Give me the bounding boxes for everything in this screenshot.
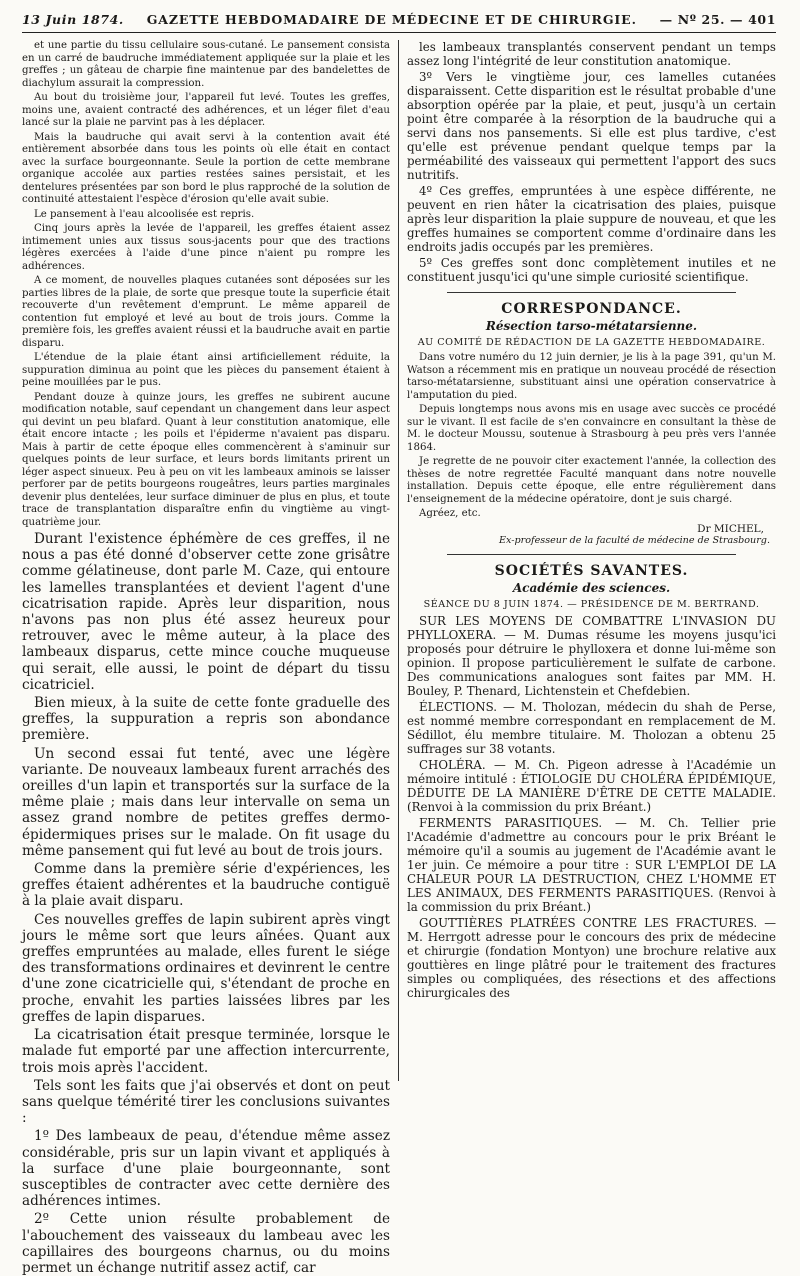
paragraph: Au bout du troisième jour, l'appareil fut levé. Toutes les greffes, moins une, avaient contracté des adhérences, et un léger filet d'eau lancé sur la plaie ne parvint pas à les déplacer. bbox=[22, 92, 390, 128]
paragraph: FERMENTS PARASITIQUES. — M. Ch. Tellier prie l'Académie d'admettre au concours pour le prix Bréant le mémoire qu'il a soumis au jugement de l'Académie avant le 1er juin. Ce mémoire a pour titre : SUR L'EMPLOI DE LA CHALEUR POUR LA DESTRUCTION, CHEZ L'HOMME ET LES ANIMAUX, DES FERMENTS PARASITIQUES. (Renvoi à la commission du prix Bréant.) bbox=[407, 815, 776, 914]
correspondance-title: CORRESPONDANCE. bbox=[501, 301, 682, 317]
left-column bbox=[22, 40, 399, 1276]
correspondance-subtitle: Résection tarso-métatarsienne. bbox=[485, 319, 698, 333]
left-large-text bbox=[22, 531, 390, 1276]
right-column bbox=[399, 40, 776, 1081]
paragraph: Le pansement à l'eau alcoolisée est repris. bbox=[34, 208, 255, 220]
paragraph: 4º Ces greffes, empruntées à une espèce différente, ne peuvent en rien hâter la cicatrisation des plaies, puisque après leur disparition la plaie suppure de nouveau, et que les greffes humaines se comportent comme d'ordinaire dans les endroits jadis occupés par les premières. bbox=[407, 184, 776, 254]
paragraph: Tels sont les faits que j'ai observés et dont on peut sans quelque témérité tirer les conclusions suivantes : bbox=[22, 1077, 390, 1127]
page-header bbox=[22, 6, 776, 33]
paragraph: Ces nouvelles greffes de lapin subirent après vingt jours le même sort que leurs aînées. Quant aux greffes empruntées au malade, elles furent le siége des transformations ordinaires et devinrent le centre d'une zone cicatricielle qui, s'étendant de proche en proche, envahit les parties laissées libres par les greffes de lapin disparues. bbox=[22, 911, 390, 1025]
paragraph: Comme dans la première série d'expériences, les greffes étaient adhérentes et la baudruche contiguë à la plaie avait disparu. bbox=[22, 861, 390, 910]
divider bbox=[447, 292, 736, 293]
session-line: SÉANCE DU 8 JUIN 1874. — PRÉSIDENCE DE M. BERTRAND. bbox=[423, 598, 760, 610]
paragraph: ÉLECTIONS. — M. Tholozan, médecin du shah de Perse, est nommé membre correspondant en remplacement de M. Sédillot, élu membre titulaire. M. Tholozan a obtenu 25 suffrages sur 38 votants. bbox=[407, 699, 776, 756]
divider bbox=[447, 554, 736, 555]
paragraph: 5º Ces greffes sont donc complètement inutiles et ne constituent jusqu'ici qu'une simple curiosité scientifique. bbox=[407, 256, 776, 284]
paragraph: Depuis longtemps nous avons mis en usage avec succès ce procédé sur le vivant. Il est facile de s'en convaincre en consultant la thèse de M. le docteur Moussu, soutenue à Strasbourg à peu près vers l'année 1864. bbox=[407, 404, 776, 453]
paragraph: A ce moment, de nouvelles plaques cutanées sont déposées sur les parties libres de la plaie, de sorte que presque toute la superficie était recouverte d'un revêtement d'emprunt. Le même appareil de contention fut employé et levé au bout de trois jours. Comme la première fois, les greffes avaient réussi et la baudruche avait en partie disparu. bbox=[22, 275, 390, 349]
societes-title: SOCIÉTÉS SAVANTES. bbox=[494, 562, 689, 579]
signature: Dr MICHEL, bbox=[697, 522, 764, 535]
paragraph: Dans votre numéro du 12 juin dernier, je lis à la page 391, qu'un M. Watson a récemment mis en pratique un nouveau procédé de résection tarso-métatarsienne, substituant ainsi une opération conservatrice à l'amputation du pied. bbox=[407, 352, 776, 401]
societes-subtitle: Académie des sciences. bbox=[512, 580, 671, 595]
signature-title: Ex-professeur de la faculté de médecine de Strasbourg. bbox=[499, 534, 770, 546]
paragraph: Durant l'existence éphémère de ces greffes, il ne nous a pas été donné d'observer cette zone grisâtre comme gélatineuse, dont parle M. Caze, qui entoure les lamelles transplantées et devient l'agent d'une cicatrisation rapide. Après leur disparition, nous n'avons pas non plus été assez heureux pour retrouver, avec le même auteur, à la place des lambeaux disparus, cette mince couche muqueuse qui serait, elle aussi, le point de départ du tissu cicatriciel. bbox=[22, 531, 390, 693]
paragraph: Bien mieux, à la suite de cette fonte graduelle des greffes, la suppuration a repris son abondance première. bbox=[22, 695, 390, 744]
paragraph: L'étendue de la plaie étant ainsi artificiellement réduite, la suppuration diminua au point que les pièces du pansement étaient à peine mouillées par le pus. bbox=[22, 352, 390, 388]
paragraph: et une partie du tissu cellulaire sous-cutané. Le pansement consista en un carré de baudruche immédiatement appliquée sur la plaie et les greffes ; un gâteau de charpie fine maintenue par des bandelettes de diachylum assurait la compression. bbox=[22, 40, 390, 89]
societes-body bbox=[407, 614, 776, 1000]
right-top-text bbox=[407, 40, 776, 284]
paragraph: Je regrette de ne pouvoir citer exactement l'année, la collection des thèses de notre regrettée Faculté manquant dans notre nouvelle installation. Depuis cette époque, elle entre régulièrement dans l'enseignement de la médecine opératoire, dont je suis chargé. bbox=[407, 456, 776, 505]
paragraph: SUR LES MOYENS DE COMBATTRE L'INVASION DU PHYLLOXERA. — M. Dumas résume les moyens jusqu'ici proposés pour détruire le phylloxera et donne lui-même son opinion. Il propose particulièrement le sulfate de carbone. Des communications analogues sont faites par MM. H. Bouley, P. Thenard, Lichtenstein et Chefdebien. bbox=[407, 613, 776, 698]
paragraph: les lambeaux transplantés conservent pendant un temps assez long l'intégrité de leur constitution anatomique. bbox=[407, 40, 776, 68]
paragraph: 3º Vers le vingtième jour, ces lamelles cutanées disparaissent. Cette disparition est le résultat probable d'une absorption opérée par la plaie, et peut, jusqu'à un certain point être comparée à la résorption de la baudruche qui a servi dans nos pansements. Si elle est plus tardive, c'est qu'elle est prévenue pendant quelque temps par la perméabilité des vaisseaux qui permettent l'apport des sucs nutritifs. bbox=[407, 70, 776, 182]
columns bbox=[22, 40, 776, 1276]
paragraph: 2º Cette union résulte probablement de l'abouchement des vaisseaux du lambeau avec les capillaires des bourgeons charnus, ou du moins permet un échange nutritif assez actif, car bbox=[22, 1211, 390, 1276]
header-issue-page: — Nº 25. — 401 bbox=[659, 11, 776, 27]
correspondance-address: AU COMITÉ DE RÉDACTION DE LA GAZETTE HEBDOMADAIRE. bbox=[417, 337, 766, 348]
correspondance-body bbox=[407, 352, 776, 521]
paragraph: Mais la baudruche qui avait servi à la contention avait été entièrement absorbée dans tous les points où elle était en contact avec la surface bourgeonnante. Seule la portion de cette membrane organique accolée aux parties restées saines persistait, et les dentelures présentées par son bord le plus rapproché de la solution de continuité attestaient l'espèce d'érosion qu'elle avait subie. bbox=[22, 131, 390, 205]
header-date: 13 Juin 1874. bbox=[22, 11, 124, 27]
paragraph: Un second essai fut tenté, avec une légère variante. De nouveaux lambeaux furent arrachés des oreilles d'un lapin et transportés sur la surface de la même plaie ; mais dans leur intervalle on sema un assez grand nombre de petites greffes dermo-épidermiques prises sur le malade. On fit usage du même pansement qui fut levé au bout de trois jours. bbox=[22, 745, 390, 859]
paragraph: GOUTTIÈRES PLATRÉES CONTRE LES FRACTURES. — M. Herrgott adresse pour le concours des prix de médecine et chirurgie (fondation Montyon) une brochure relative aux gouttières en linge plâtré pour le traitement des fractures simples ou compliquées, des résections et des affections chirurgicales des bbox=[407, 915, 776, 1000]
paragraph: Agréez, etc. bbox=[419, 508, 481, 519]
header-title: GAZETTE HEBDOMADAIRE DE MÉDECINE ET DE CHIRURGIE. bbox=[146, 11, 637, 27]
left-small-text bbox=[22, 40, 390, 529]
paragraph: 1º Des lambeaux de peau, d'étendue même assez considérable, pris sur un lapin vivant et appliqués à la surface d'une plaie bourgeonnante, sont susceptibles de contracter avec cette dernière des adhérences intimes. bbox=[22, 1128, 390, 1210]
paragraph: Cinq jours après la levée de l'appareil, les greffes étaient assez intimement unies aux tissus sous-jacents pour que des tractions légères exercées à l'aide d'une pince n'aient pu rompre les adhérences. bbox=[22, 223, 390, 272]
paragraph: Pendant douze à quinze jours, les greffes ne subirent aucune modification notable, sauf cependant un changement dans leur aspect qui devint un peu blafard. Quant à leur constitution anatomique, elle était encore intacte ; les poils et l'épiderme n'avaient pas disparu. Mais à partir de cette époque elles commencèrent à s'aminuir sur quelques points de leur surface, et leurs bords limitants prirent un léger aspect sinueux. Peu à peu on vit les lambeaux aminois se laisser perforer par de petits bourgeons rougeâtres, leurs parties marginales devenir plus dentelées, leur surface diminuer de plus en plus, et toute trace de transplantation disparaître enfin du vingtième au vingt-quatrième jour. bbox=[22, 391, 390, 528]
paragraph: CHOLÉRA. — M. Ch. Pigeon adresse à l'Académie un mémoire intitulé : ÉTIOLOGIE DU CHOLÉRA ÉPIDÉMIQUE, DÉDUITE DE LA MANIÈRE D'ÊTRE DE CETTE MALADIE. (Renvoi à la commission du prix Bréant.) bbox=[407, 757, 776, 814]
paragraph: La cicatrisation était presque terminée, lorsque le malade fut emporté par une affection intercurrente, trois mois après l'accident. bbox=[22, 1027, 390, 1076]
